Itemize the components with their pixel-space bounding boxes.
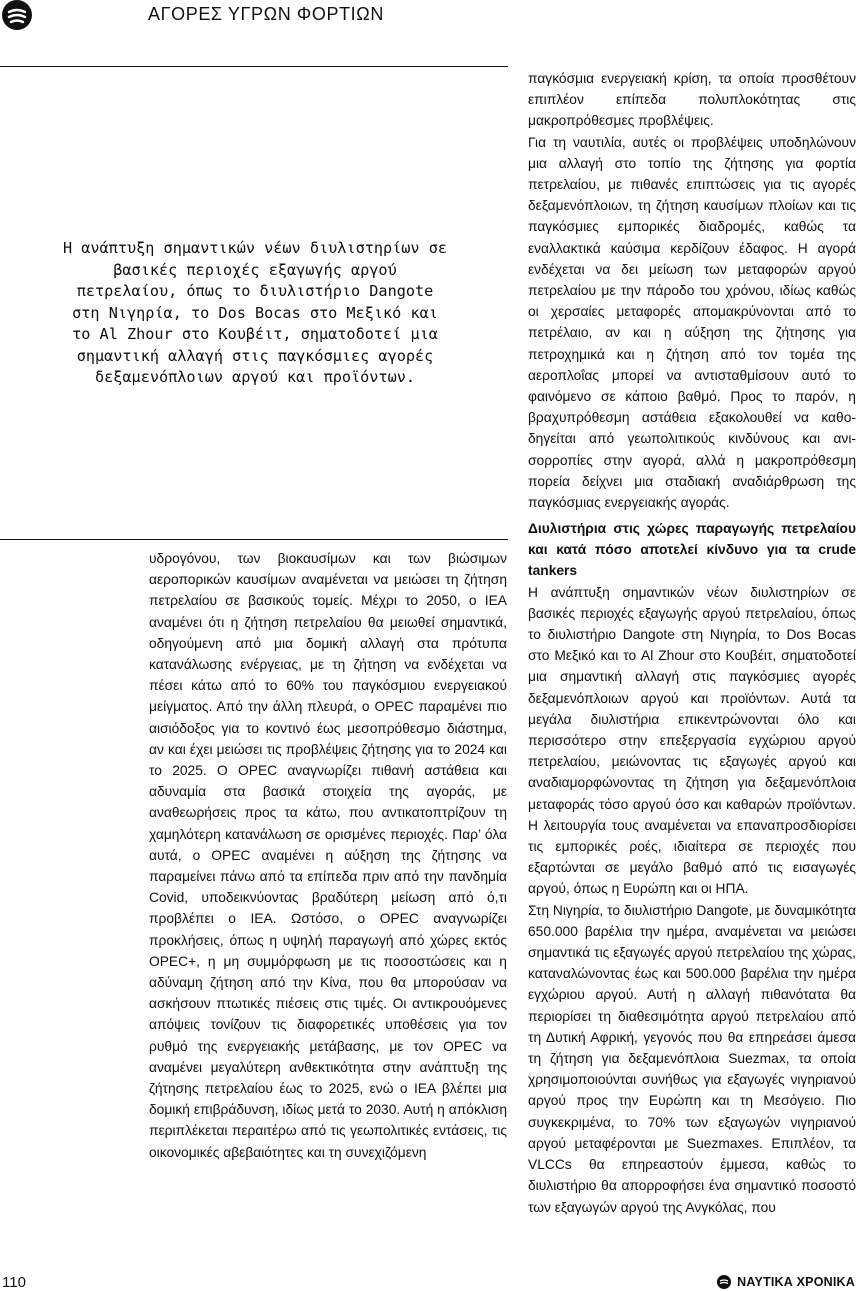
left-column-text: υδρογόνου, των βιοκαυσίμων και των βιώσιμων αεροπορικών καυσίμων αναμένεται να μειώσει τη ζήτηση πετρελαίου σε βασικούς τομείς. Μέχρι το 2050, ο IEA αναμένει ότι η ζήτηση πετρελαίου θα μειωθεί σημαντικά, οδηγούμενη από μια δομική αλλαγή στα πρότυπα κατανάλωσης ενέργειας, με τη ζήτηση να ενδέχεται να πέσει κάτω από το 60% του παγκόσμιου ενεργειακού μείγματος. Από την άλλη πλευρά, ο OPEC παραμένει πιο αισιόδοξος για το κοντινό έως μεσοπρόθεσμο διάστημα, αν και έχει μειώσει τις προβλέψεις ζήτησης για το 2024 και το 2025. Ο OPEC αναγνωρίζει πιθανή αστάθεια και αδυναμία στα βασικά στοιχεία της αγοράς, με αναθεωρήσεις προς τα κάτω, που αντικατοπτρίζουν τη χαμηλότερη κατανάλωση σε ορισμένες περιοχές. Παρ’ όλα αυτά, ο OPEC αναμένει η αύξηση της ζήτησης να παραμείνει πάνω από τα επίπεδα πριν από την πανδημία Covid, υποδεικνύοντας βραδύτερη μείωση από ό,τι προβλέπει ο IEA. Ωστόσο, ο OPEC αναγνωρίζει προκλήσεις, όπως η υψηλή παραγωγή από χώρες εκτός OPEC+, η μη συμμόρφωση με τις ποσοστώσεις και η αδύναμη ζήτηση από την Κίνα, που θα μπορούσαν να ασκήσουν πτωτικές πιέσεις στις τιμές. Οι αντικρουόμενες απόψεις τονίζουν τις διαφορετικές υποθέσεις για τον ρυθμό της ενεργειακής μετάβασης, με τον OPEC να αναμένει μεγαλύτερη ανθεκτικότητα στην ανάπτυξη της ζήτησης πετρελαίου έως το 2025, ενώ ο IEA βλέπει μια δομική επιβράδυνση, ιδίως μετά το 2030. Αυτή η απόκλιση περιπλέκεται περαιτέρω από τις γεωπολιτικές εντάσεις, τις οικονομικές αβεβαιότητες και τη συνεχιζόμενη [149, 551, 507, 1160]
brand-name: ΝΑΥΤΙΚΑ ΧΡΟΝΙΚΑ [737, 1275, 855, 1289]
right-bottom-paragraph-1: Η ανάπτυξη σημαντικών νέων διυλιστηρίων σε βασικές περιοχές εξαγωγής αργού πετρελαίου, όπως το διυλιστήριο Dangote στη Νιγηρία, το Dos Bocas στο Μεξικό και το Al Zhour στο Κουβέιτ, σηματοδοτεί μια σημαντική αλλαγή στις παγκόσμιες αγορές δεξαμενόπλοιων αργού και προϊόντων. Αυτά τα μεγάλα διυλιστήρια επικεντρώνονται όλο και περισσότερο στην επεξεργασία εγχώριου αργού πετρελαίου, μειώνοντας τις εξαγωγές αργού και αναδιαμορφώνοντας τη ζήτηση για δεξαμενόπλοια μεταφοράς τόσο αργού όσο και καθαρών προϊόντων. Η λειτουργία τους αναμένεται να επαναπροσδιορίσει τις εμπορικές ροές, ιδιαίτερα σε περιοχές που εξαρτώνται σε μεγάλο βαθμό από τις εισαγωγές αργού, όπως η Ευρώπη και οι ΗΠΑ. [528, 584, 856, 897]
publication-logo-icon [2, 0, 32, 30]
section-title: ΑΓΟΡΕΣ ΥΓΡΩΝ ΦΟΡΤΙΩΝ [148, 4, 384, 24]
right-column-bottom [528, 518, 856, 1218]
left-body-column [149, 548, 507, 1163]
right-column-top [528, 68, 856, 513]
brand-logo-icon [717, 1275, 731, 1289]
footer-brand [717, 1275, 855, 1289]
section-subheading: Διυλιστήρια στις χώρες παραγωγής πετρελαίου και κατά πόσο αποτελεί κίνδυνο για τα crude tankers [528, 521, 856, 579]
right-top-paragraph-1: παγκόσμια ενεργειακή κρίση, τα οποία προσθέτουν επιπλέον επίπεδα πολυπλοκότητας στις μακροπρόθεσμες προβλέψεις. [528, 71, 856, 129]
pull-quote: Η ανάπτυξη σημαντικών νέων διυλιστηρίων σε βασικές περιοχές εξαγωγής αργού πετρελαίου, όπως το διυλιστήριο Dangote στη Νιγηρία, το Dos Bocas στο Μεξικό και το Al Zhour στο Κουβέιτ, σηματοδοτεί μια σημαντική αλλαγή στις παγκόσμιες αγορές δεξαμενόπλοιων αργού και προϊόντων. [62, 239, 448, 386]
right-top-paragraph-2: Για τη ναυτιλία, αυτές οι προβλέψεις υποδηλώνουν μια αλλαγή στο τοπίο της ζήτησης για φορτία πετρελαίου, με πιθανές επιπτώσεις για τις αγορές δεξαμενόπλοιων, τη ζήτηση καυσίμων πλοίων και τις παγκόσμιες εμπορικές διαδρομές, καθώς τα εναλλακτικά καύσιμα κερδίζουν έδαφος. Η αγορά ενδέχεται να δει μείωση των μεταφορών αργού πετρελαίου με την πάροδο του χρόνου, ιδίως καθώς οι χερσαίες μεταφορές απομακρύνονται από το πετρέλαιο, αν και η αύξηση της ζήτησης για πετροχημικά και η ζήτηση από τον τομέα της αεροπλοΐας μπορεί να αντισταθμίσουν αυτό το φαινόμενο σε κάποιο βαθμό. Προς το παρόν, η βραχυπρόθεσμη αστάθεια εξακολουθεί να καθοδηγείται από γεωπολιτικούς κινδύνους και ανισορροπίες στην αγορά, αλλά η μακροπρόθεσμη πορεία δείχνει μια σταδιακή αναδιάρθρωση της παγκόσμιας ενεργειακής αγοράς. [528, 134, 856, 511]
top-left-divider [0, 66, 508, 67]
page-number: 110 [2, 1274, 26, 1291]
middle-left-divider [0, 539, 508, 540]
right-bottom-paragraph-2: Στη Νιγηρία, το διυλιστήριο Dangote, με δυναμικότητα 650.000 βαρέλια την ημέρα, αναμένεται να μειώσει σημαντικά τις εξαγωγές αργού πετρελαίου της χώρας, καταναλώνοντας έως και 500.000 βαρέλια την ημέρα εγχώριου αργού. Αυτή η αλλαγή πιθανότατα θα περιορίσει τη διαθεσιμότητα αργού πετρελαίου από τη Δυτική Αφρική, γεγονός που θα επηρεάσει άμεσα τη ζήτηση για δεξαμενόπλοια Suezmax, τα οποία χρησιμοποιούνται συνήθως για εξαγωγές νιγηριανού αργού προς την Ευρώπη και τη Μεσόγειο. Πιο συγκεκριμένα, το 70% των εξαγωγών νιγηριανού αργού μεταφέρονται με Suezmaxes. Επιπλέον, τα VLCCs θα επηρεαστούν έμμεσα, καθώς το διυλιστήριο θα απορροφήσει ένα σημαντικό ποσοστό των εξαγωγών αργού της Ανγκόλας, που [528, 902, 856, 1215]
